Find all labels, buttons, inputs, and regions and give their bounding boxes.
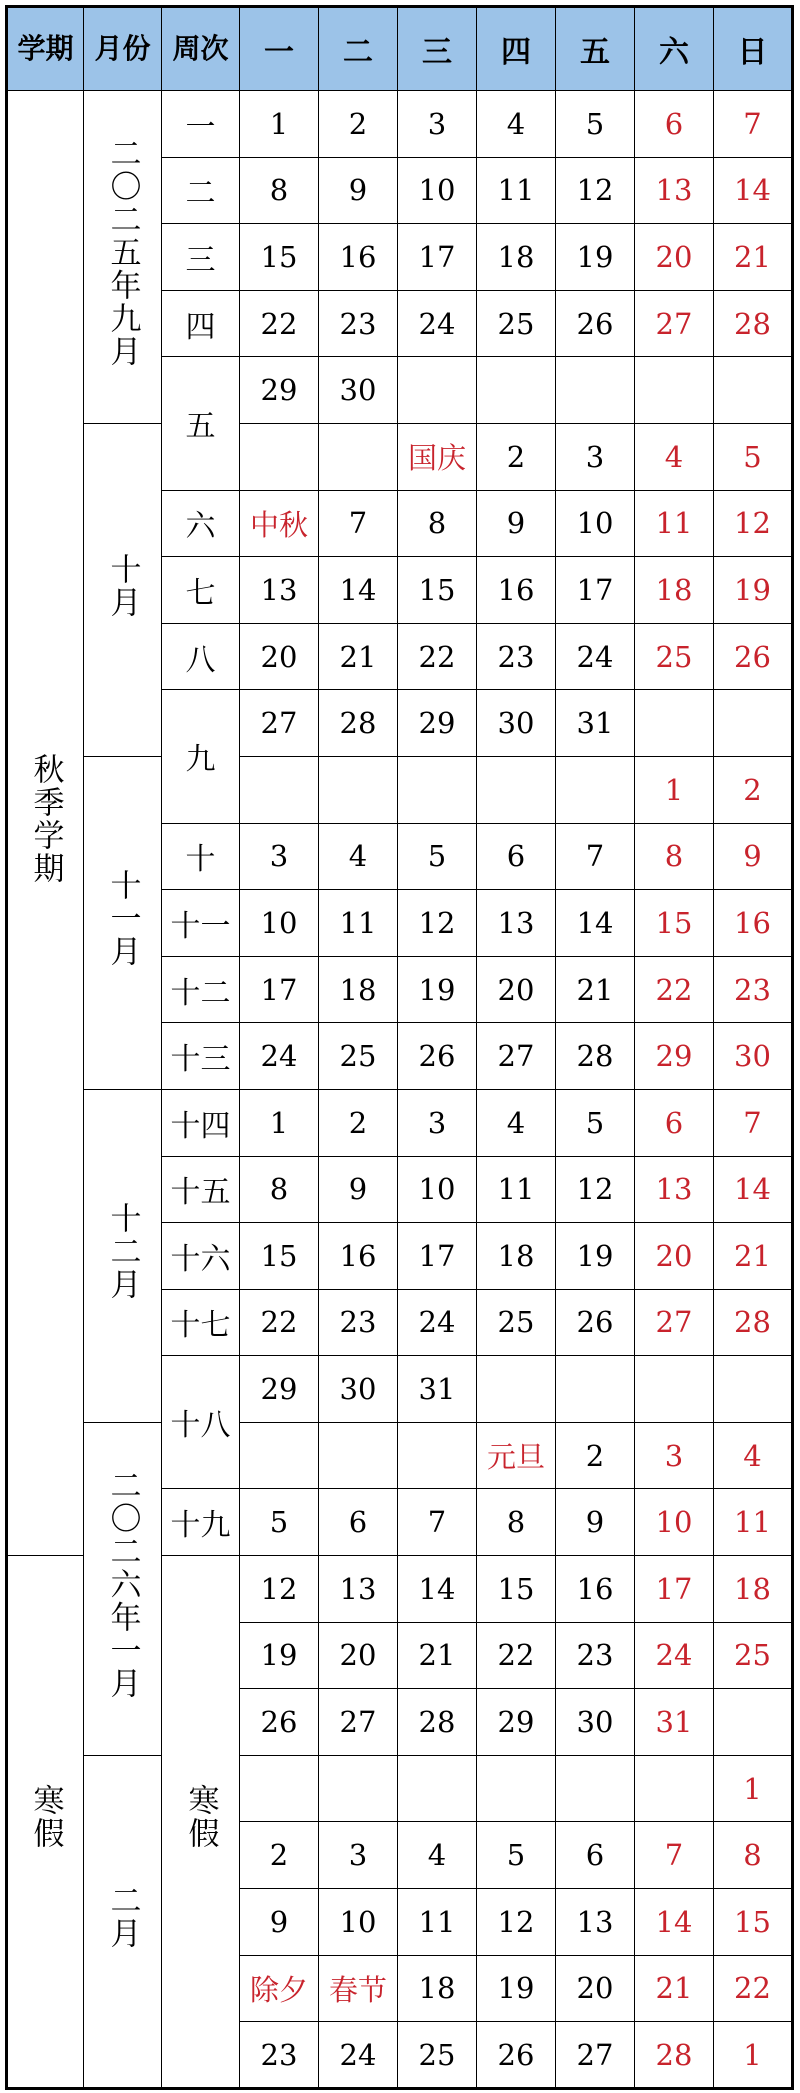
day-cell-fri: 26 (556, 1289, 635, 1356)
week-9: 九 (162, 690, 240, 823)
day-cell-sun: 11 (714, 1489, 793, 1556)
day-cell-sun: 1 (714, 2022, 793, 2089)
day-cell-wed: 3 (398, 1089, 477, 1156)
calendar-row (7, 91, 793, 158)
day-cell-sat: 8 (635, 823, 714, 890)
day-cell-fri: 6 (556, 1822, 635, 1889)
day-cell-wed (398, 1422, 477, 1489)
day-cell-fri (556, 756, 635, 823)
day-cell-tue (319, 1422, 398, 1489)
day-cell-sun: 9 (714, 823, 793, 890)
day-cell-mon (240, 1755, 319, 1822)
day-cell-mon: 13 (240, 557, 319, 624)
month-dec-label: 十二月 (104, 1202, 141, 1302)
day-cell-mon: 15 (240, 224, 319, 291)
day-cell-thu: 27 (477, 1023, 556, 1090)
day-cell-thu: 6 (477, 823, 556, 890)
day-cell-tue: 11 (319, 890, 398, 957)
day-cell-mon: 中秋 (240, 490, 319, 557)
week-11: 十一 (162, 890, 240, 957)
day-cell-thu: 9 (477, 490, 556, 557)
month-sep-label: 二〇二五年九月 (104, 137, 141, 369)
day-cell-tue: 14 (319, 557, 398, 624)
week-16: 十六 (162, 1223, 240, 1290)
day-cell-tue: 9 (319, 1156, 398, 1223)
day-cell-thu: 13 (477, 890, 556, 957)
term-autumn (7, 91, 84, 1556)
day-cell-wed: 11 (398, 1889, 477, 1956)
header-week: 周次 (162, 7, 240, 91)
day-cell-sun: 2 (714, 756, 793, 823)
day-cell-fri (556, 357, 635, 424)
day-cell-thu: 18 (477, 1223, 556, 1290)
week-12: 十二 (162, 956, 240, 1023)
day-cell-fri: 9 (556, 1489, 635, 1556)
day-cell-mon: 3 (240, 823, 319, 890)
day-cell-wed: 21 (398, 1622, 477, 1689)
month-nov (84, 756, 162, 1089)
day-cell-thu: 元旦 (477, 1422, 556, 1489)
day-cell-sun: 12 (714, 490, 793, 557)
day-cell-tue: 10 (319, 1889, 398, 1956)
day-cell-fri: 13 (556, 1889, 635, 1956)
month-oct (84, 423, 162, 756)
day-cell-mon (240, 1422, 319, 1489)
day-cell-wed: 22 (398, 623, 477, 690)
day-cell-mon: 9 (240, 1889, 319, 1956)
day-cell-sun: 1 (714, 1755, 793, 1822)
day-cell-sat: 29 (635, 1023, 714, 1090)
day-cell-tue: 16 (319, 224, 398, 291)
month-jan-label: 二〇二六年一月 (104, 1469, 141, 1701)
day-cell-mon: 10 (240, 890, 319, 957)
day-cell-fri: 2 (556, 1422, 635, 1489)
day-cell-thu: 11 (477, 1156, 556, 1223)
day-cell-mon: 2 (240, 1822, 319, 1889)
day-cell-tue: 21 (319, 623, 398, 690)
week-7: 七 (162, 557, 240, 624)
month-dec (84, 1089, 162, 1422)
day-cell-fri: 23 (556, 1622, 635, 1689)
term-autumn-label: 秋季学期 (27, 753, 64, 886)
day-cell-tue: 13 (319, 1556, 398, 1623)
month-nov-label: 十一月 (104, 869, 141, 969)
day-cell-fri: 7 (556, 823, 635, 890)
week-2: 二 (162, 157, 240, 224)
day-cell-tue: 春节 (319, 1955, 398, 2022)
day-cell-sat: 3 (635, 1422, 714, 1489)
day-cell-sat (635, 357, 714, 424)
day-cell-sat: 27 (635, 290, 714, 357)
day-cell-thu: 23 (477, 623, 556, 690)
day-cell-mon (240, 756, 319, 823)
calendar-row (7, 423, 793, 490)
week-13: 十三 (162, 1023, 240, 1090)
day-cell-sat: 22 (635, 956, 714, 1023)
day-cell-sun: 22 (714, 1955, 793, 2022)
calendar-row (7, 1422, 793, 1489)
day-cell-tue: 7 (319, 490, 398, 557)
day-cell-tue: 6 (319, 1489, 398, 1556)
header-day-sat: 六 (635, 7, 714, 91)
month-oct-label: 十月 (104, 552, 141, 619)
day-cell-fri: 3 (556, 423, 635, 490)
day-cell-fri: 27 (556, 2022, 635, 2089)
day-cell-tue: 20 (319, 1622, 398, 1689)
day-cell-sun: 8 (714, 1822, 793, 1889)
day-cell-sat: 6 (635, 91, 714, 158)
day-cell-tue: 3 (319, 1822, 398, 1889)
day-cell-mon: 除夕 (240, 1955, 319, 2022)
header-term: 学期 (7, 7, 84, 91)
day-cell-sun: 5 (714, 423, 793, 490)
day-cell-mon: 17 (240, 956, 319, 1023)
header-day-thu: 四 (477, 7, 556, 91)
day-cell-sat: 15 (635, 890, 714, 957)
day-cell-wed: 10 (398, 157, 477, 224)
day-cell-tue (319, 423, 398, 490)
day-cell-thu: 19 (477, 1955, 556, 2022)
day-cell-fri: 17 (556, 557, 635, 624)
day-cell-mon: 22 (240, 1289, 319, 1356)
day-cell-wed: 10 (398, 1156, 477, 1223)
day-cell-sat: 24 (635, 1622, 714, 1689)
day-cell-sat (635, 690, 714, 757)
day-cell-wed: 17 (398, 1223, 477, 1290)
day-cell-wed: 5 (398, 823, 477, 890)
day-cell-thu: 5 (477, 1822, 556, 1889)
day-cell-sun: 21 (714, 224, 793, 291)
day-cell-fri: 20 (556, 1955, 635, 2022)
week-5: 五 (162, 357, 240, 490)
day-cell-fri: 26 (556, 290, 635, 357)
day-cell-fri: 5 (556, 1089, 635, 1156)
day-cell-sat: 13 (635, 1156, 714, 1223)
day-cell-tue: 18 (319, 956, 398, 1023)
day-cell-tue: 9 (319, 157, 398, 224)
day-cell-thu: 30 (477, 690, 556, 757)
day-cell-mon (240, 423, 319, 490)
day-cell-wed: 18 (398, 1955, 477, 2022)
day-cell-sun: 23 (714, 956, 793, 1023)
day-cell-mon: 1 (240, 91, 319, 158)
day-cell-sun: 14 (714, 1156, 793, 1223)
day-cell-thu (477, 1356, 556, 1423)
day-cell-tue: 2 (319, 91, 398, 158)
day-cell-sun (714, 690, 793, 757)
day-cell-wed: 24 (398, 1289, 477, 1356)
week-10: 十 (162, 823, 240, 890)
day-cell-thu (477, 357, 556, 424)
day-cell-thu: 4 (477, 1089, 556, 1156)
day-cell-wed: 17 (398, 224, 477, 291)
week-winter-label: 寒假 (182, 1784, 219, 1851)
day-cell-wed: 28 (398, 1689, 477, 1756)
month-sep (84, 91, 162, 424)
day-cell-sun: 15 (714, 1889, 793, 1956)
day-cell-sun: 26 (714, 623, 793, 690)
day-cell-fri: 28 (556, 1023, 635, 1090)
calendar-body (7, 91, 793, 2089)
school-calendar-table (5, 5, 794, 2090)
day-cell-tue: 16 (319, 1223, 398, 1290)
day-cell-thu: 11 (477, 157, 556, 224)
day-cell-wed: 国庆 (398, 423, 477, 490)
day-cell-sat: 7 (635, 1822, 714, 1889)
day-cell-sat: 20 (635, 224, 714, 291)
header-month: 月份 (84, 7, 162, 91)
day-cell-sun: 4 (714, 1422, 793, 1489)
week-17: 十七 (162, 1289, 240, 1356)
day-cell-wed: 14 (398, 1556, 477, 1623)
day-cell-sat: 17 (635, 1556, 714, 1623)
day-cell-sat (635, 1356, 714, 1423)
day-cell-fri: 12 (556, 1156, 635, 1223)
header-day-mon: 一 (240, 7, 319, 91)
day-cell-fri: 5 (556, 91, 635, 158)
day-cell-fri: 21 (556, 956, 635, 1023)
day-cell-sun: 14 (714, 157, 793, 224)
day-cell-sat: 13 (635, 157, 714, 224)
day-cell-fri: 19 (556, 224, 635, 291)
day-cell-thu: 15 (477, 1556, 556, 1623)
month-feb-label: 二月 (104, 1884, 141, 1951)
day-cell-sun: 18 (714, 1556, 793, 1623)
day-cell-sat: 20 (635, 1223, 714, 1290)
day-cell-sat: 31 (635, 1689, 714, 1756)
day-cell-wed: 4 (398, 1822, 477, 1889)
day-cell-sun: 19 (714, 557, 793, 624)
day-cell-fri: 10 (556, 490, 635, 557)
day-cell-thu: 20 (477, 956, 556, 1023)
day-cell-thu: 25 (477, 1289, 556, 1356)
day-cell-tue: 30 (319, 1356, 398, 1423)
day-cell-wed: 31 (398, 1356, 477, 1423)
week-18: 十八 (162, 1356, 240, 1489)
day-cell-mon: 1 (240, 1089, 319, 1156)
day-cell-fri: 30 (556, 1689, 635, 1756)
day-cell-wed: 24 (398, 290, 477, 357)
day-cell-wed: 12 (398, 890, 477, 957)
calendar-row (7, 1089, 793, 1156)
week-14: 十四 (162, 1089, 240, 1156)
calendar-row (7, 756, 793, 823)
day-cell-thu: 29 (477, 1689, 556, 1756)
day-cell-sat (635, 1755, 714, 1822)
day-cell-tue (319, 1755, 398, 1822)
day-cell-fri: 19 (556, 1223, 635, 1290)
week-8: 八 (162, 623, 240, 690)
day-cell-tue: 24 (319, 2022, 398, 2089)
day-cell-mon: 23 (240, 2022, 319, 2089)
week-6: 六 (162, 490, 240, 557)
day-cell-thu: 4 (477, 91, 556, 158)
day-cell-sun: 30 (714, 1023, 793, 1090)
day-cell-mon: 29 (240, 357, 319, 424)
header-row (7, 7, 793, 91)
day-cell-mon: 8 (240, 1156, 319, 1223)
week-19: 十九 (162, 1489, 240, 1556)
day-cell-wed: 8 (398, 490, 477, 557)
day-cell-sat: 18 (635, 557, 714, 624)
day-cell-sat: 10 (635, 1489, 714, 1556)
day-cell-wed: 19 (398, 956, 477, 1023)
day-cell-fri: 16 (556, 1556, 635, 1623)
day-cell-wed: 29 (398, 690, 477, 757)
day-cell-tue: 25 (319, 1023, 398, 1090)
week-1: 一 (162, 91, 240, 158)
day-cell-thu: 8 (477, 1489, 556, 1556)
day-cell-mon: 8 (240, 157, 319, 224)
day-cell-tue: 23 (319, 290, 398, 357)
month-feb (84, 1755, 162, 2088)
day-cell-sun: 7 (714, 1089, 793, 1156)
week-4: 四 (162, 290, 240, 357)
month-jan (84, 1422, 162, 1755)
day-cell-tue (319, 756, 398, 823)
day-cell-thu: 2 (477, 423, 556, 490)
day-cell-sat: 14 (635, 1889, 714, 1956)
day-cell-sun (714, 1689, 793, 1756)
day-cell-fri: 14 (556, 890, 635, 957)
day-cell-mon: 27 (240, 690, 319, 757)
day-cell-thu: 22 (477, 1622, 556, 1689)
day-cell-mon: 24 (240, 1023, 319, 1090)
day-cell-thu: 16 (477, 557, 556, 624)
day-cell-tue: 30 (319, 357, 398, 424)
day-cell-sun: 25 (714, 1622, 793, 1689)
term-winter-label: 寒假 (27, 1784, 64, 1851)
day-cell-mon: 19 (240, 1622, 319, 1689)
day-cell-sun: 28 (714, 290, 793, 357)
day-cell-wed (398, 357, 477, 424)
day-cell-thu: 18 (477, 224, 556, 291)
day-cell-wed (398, 1755, 477, 1822)
day-cell-sun (714, 357, 793, 424)
day-cell-fri: 24 (556, 623, 635, 690)
day-cell-sat: 4 (635, 423, 714, 490)
day-cell-sat: 25 (635, 623, 714, 690)
day-cell-thu (477, 1755, 556, 1822)
day-cell-thu: 26 (477, 2022, 556, 2089)
day-cell-wed: 26 (398, 1023, 477, 1090)
day-cell-sun: 16 (714, 890, 793, 957)
day-cell-sat: 6 (635, 1089, 714, 1156)
calendar-row (7, 1755, 793, 1822)
week-3: 三 (162, 224, 240, 291)
day-cell-wed: 25 (398, 2022, 477, 2089)
day-cell-tue: 23 (319, 1289, 398, 1356)
day-cell-tue: 4 (319, 823, 398, 890)
week-15: 十五 (162, 1156, 240, 1223)
day-cell-mon: 5 (240, 1489, 319, 1556)
day-cell-wed: 3 (398, 91, 477, 158)
day-cell-fri: 12 (556, 157, 635, 224)
day-cell-thu: 25 (477, 290, 556, 357)
day-cell-fri (556, 1755, 635, 1822)
day-cell-mon: 20 (240, 623, 319, 690)
day-cell-sun: 7 (714, 91, 793, 158)
header-day-tue: 二 (319, 7, 398, 91)
day-cell-sun: 28 (714, 1289, 793, 1356)
term-winter (7, 1556, 84, 2089)
day-cell-mon: 12 (240, 1556, 319, 1623)
day-cell-mon: 29 (240, 1356, 319, 1423)
day-cell-sat: 11 (635, 490, 714, 557)
day-cell-fri: 31 (556, 690, 635, 757)
day-cell-sat: 27 (635, 1289, 714, 1356)
day-cell-wed: 7 (398, 1489, 477, 1556)
day-cell-mon: 26 (240, 1689, 319, 1756)
day-cell-tue: 2 (319, 1089, 398, 1156)
day-cell-wed: 15 (398, 557, 477, 624)
day-cell-mon: 22 (240, 290, 319, 357)
week-winter (162, 1556, 240, 2089)
day-cell-sun (714, 1356, 793, 1423)
header-day-wed: 三 (398, 7, 477, 91)
day-cell-wed (398, 756, 477, 823)
day-cell-thu (477, 756, 556, 823)
day-cell-sat: 1 (635, 756, 714, 823)
day-cell-fri (556, 1356, 635, 1423)
day-cell-mon: 15 (240, 1223, 319, 1290)
header-day-sun: 日 (714, 7, 793, 91)
header-day-fri: 五 (556, 7, 635, 91)
day-cell-tue: 27 (319, 1689, 398, 1756)
day-cell-sun: 21 (714, 1223, 793, 1290)
day-cell-sat: 28 (635, 2022, 714, 2089)
day-cell-sat: 21 (635, 1955, 714, 2022)
day-cell-thu: 12 (477, 1889, 556, 1956)
day-cell-tue: 28 (319, 690, 398, 757)
